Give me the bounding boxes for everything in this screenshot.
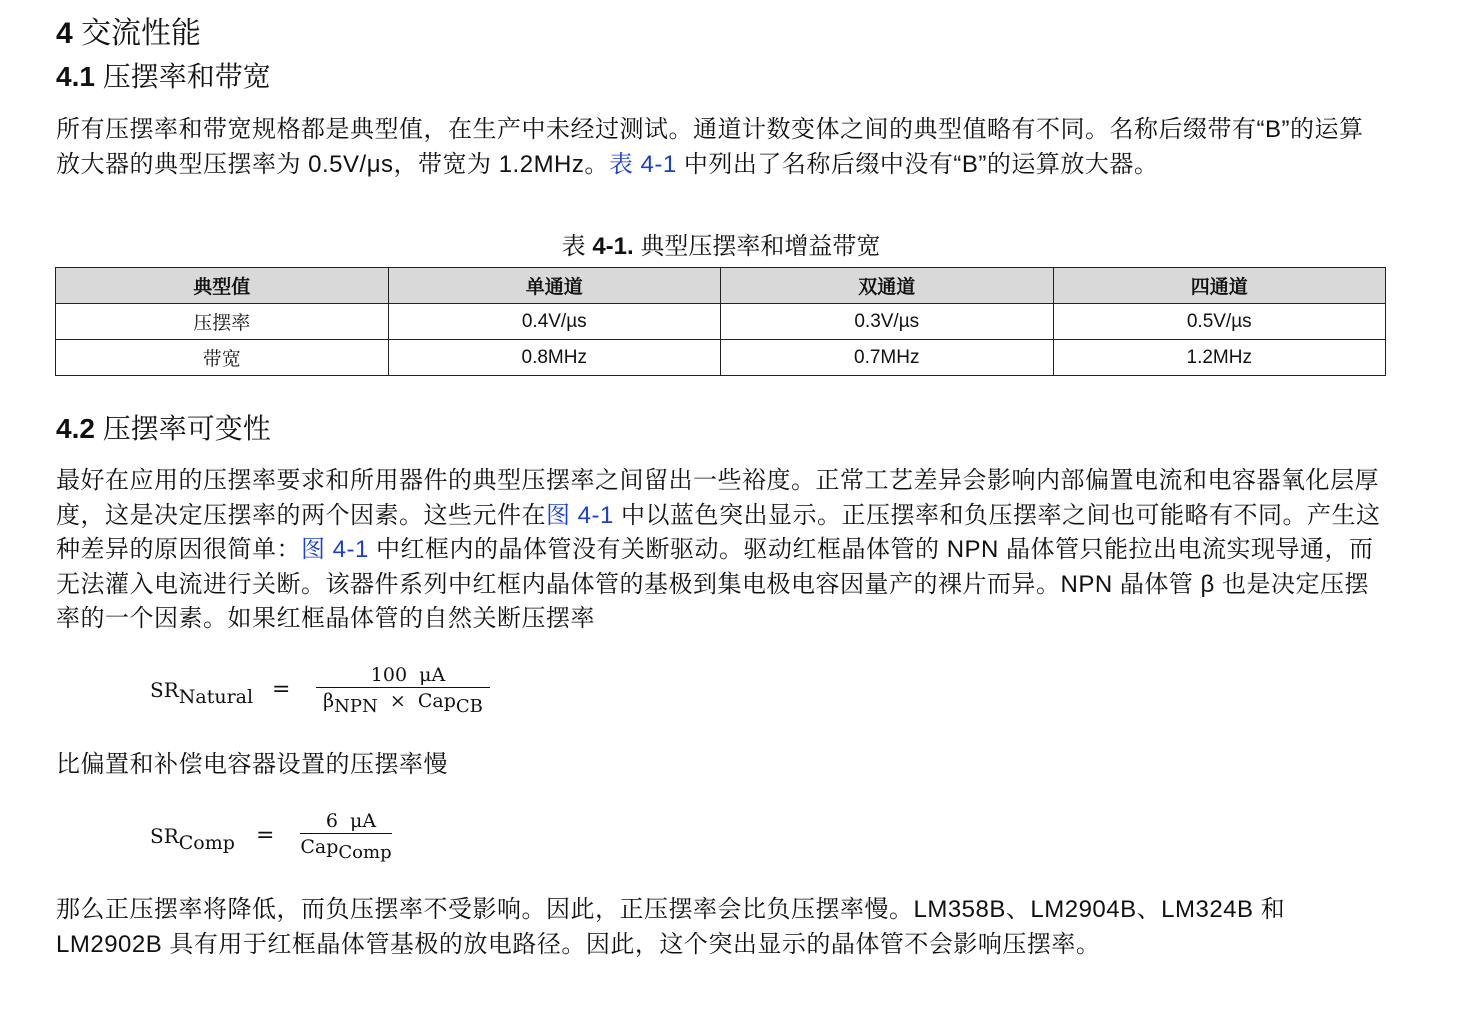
- section-title: 压摆率可变性: [102, 413, 271, 444]
- section-4-2-paragraph-3: 那么正压摆率将降低，而负压摆率不受影响。因此，正压摆率会比负压摆率慢。LM358B、LM2904B、LM324B 和 LM2902B 具有用于红框晶体管基极的放电路径。因此，这个突出显示的晶体管不会影响压摆率。: [56, 896, 1286, 958]
- table-caption: [56, 230, 1386, 264]
- equation-numerator: 100 μA: [370, 664, 446, 686]
- header-single-channel: 单通道: [388, 268, 721, 304]
- section-number: 4.2: [56, 413, 95, 444]
- section-4-1-heading: [56, 58, 271, 96]
- section-4-heading: [56, 14, 201, 54]
- table-cell: 0.3V/µs: [721, 304, 1054, 340]
- section-number: 4: [56, 17, 73, 50]
- table-row: [56, 304, 1386, 340]
- equation-denominator: $\beta_{NPN} \times Cap_{CB}$: [323, 690, 483, 717]
- equation-fraction: [316, 664, 490, 718]
- row-label: 压摆率: [56, 304, 389, 340]
- table-header-row: [56, 268, 1386, 304]
- header-quad-channel: 四通道: [1053, 268, 1386, 304]
- equation-lhs: $SR_{Comp}$: [150, 824, 235, 854]
- header-typical: 典型值: [56, 268, 389, 304]
- header-dual-channel: 双通道: [721, 268, 1054, 304]
- fraction-bar: [300, 833, 392, 834]
- table-4-1-link[interactable]: 表 4-1: [608, 150, 677, 178]
- table-row: [56, 340, 1386, 376]
- paragraph-text: 中以蓝色突出显示。正压摆率和负压摆率之间也可能略有不同。产生这种差异的原因很简单：: [56, 501, 1381, 563]
- row-label: 带宽: [56, 340, 389, 376]
- figure-4-1-link[interactable]: 图 4-1: [301, 536, 369, 563]
- paragraph-text: 中红框内的晶体管没有关断驱动。驱动红框晶体管的 NPN 晶体管只能拉出电流实现导通，而无法灌入电流进行关断。该器件系列中红框内晶体管的基极到集电极电容因量产的裸片而异。NPN 晶体管 β 也是决定压摆率的一个因素。如果红框晶体管的自然关断压摆率: [56, 536, 1374, 632]
- equals-sign: =: [272, 677, 291, 702]
- section-number: 4.1: [56, 61, 95, 92]
- paragraph-text: 所有压摆率和带宽规格都是典型值，在生产中未经过测试。通道计数变体之间的典型值略有不同。名称后缀带有“B”的运算放大器的典型压摆率为 0.5V/μs，带宽为 1.2MHz。: [56, 116, 1364, 178]
- section-title: 压摆率和带宽: [102, 61, 271, 92]
- caption-prefix: 表: [561, 233, 593, 260]
- section-4-2-paragraph-2: 比偏置和补偿电容器设置的压摆率慢: [56, 751, 448, 778]
- section-4-2-paragraph-1: [56, 464, 1386, 637]
- paragraph-text: 中列出了名称后缀中没有“B”的运算放大器。: [676, 150, 1159, 178]
- paragraph-text: 最好在应用的压摆率要求和所用器件的典型压摆率之间留出一些裕度。正常工艺差异会影响内部偏置电流和电容器氧化层厚度，这是决定压摆率的两个因素。这些元件在: [56, 467, 1379, 529]
- equation-denominator: Cap$_{Comp}$: [300, 836, 392, 863]
- caption-title: 典型压摆率和增益带宽: [633, 233, 881, 260]
- section-title: 交流性能: [81, 17, 202, 50]
- equation-fraction: [300, 810, 392, 864]
- section-4-2-heading: [56, 410, 271, 448]
- table-cell: 0.4V/µs: [388, 304, 721, 340]
- slew-rate-table: [55, 267, 1386, 376]
- equation-numerator: 6 μA: [325, 810, 377, 832]
- table-cell: 1.2MHz: [1053, 340, 1386, 376]
- section-4-1-paragraph: [56, 113, 1386, 182]
- fraction-bar: [316, 687, 490, 688]
- table-cell: 0.5V/µs: [1053, 304, 1386, 340]
- equation-lhs: $SR_{Natural}$: [150, 678, 254, 708]
- caption-number: 4-1.: [592, 233, 634, 260]
- table-cell: 0.7MHz: [721, 340, 1054, 376]
- table-cell: 0.8MHz: [388, 340, 721, 376]
- figure-4-1-link[interactable]: 图 4-1: [546, 501, 614, 529]
- equals-sign: =: [256, 823, 275, 848]
